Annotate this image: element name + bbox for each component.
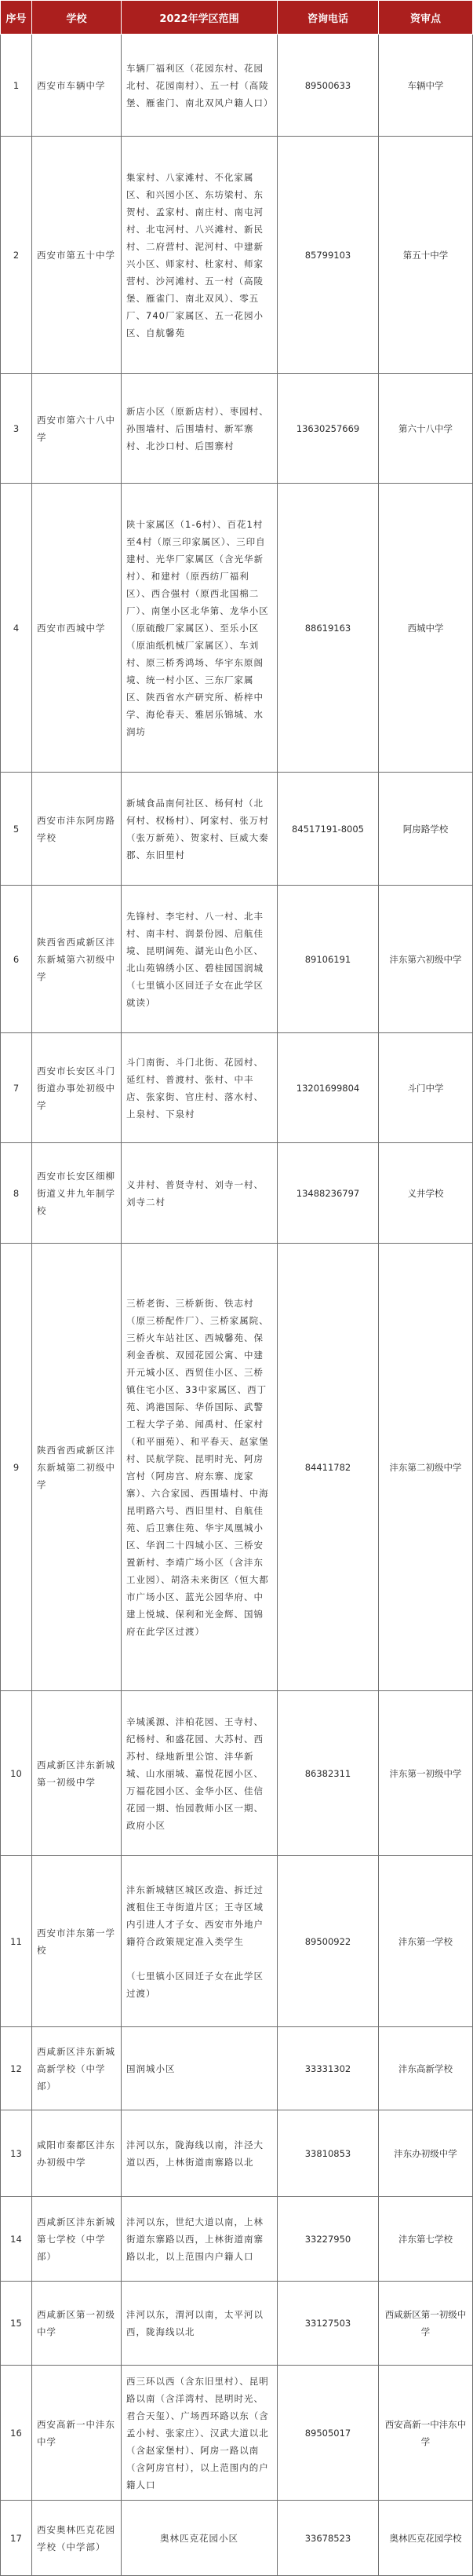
row-review: 西城中学 bbox=[379, 484, 473, 773]
row-range: 新店小区（原新店村）、枣园村、孙围墙村、后围墙村、新军寨村、北沙口村、后围寨村 bbox=[122, 374, 278, 484]
row-school: 西安市沣东阿房路学校 bbox=[32, 773, 122, 886]
row-no: 7 bbox=[1, 1033, 32, 1143]
row-school: 陕西省西咸新区沣东新城第二初级中学 bbox=[32, 1244, 122, 1691]
row-review: 奥林匹克花园学校 bbox=[379, 2501, 473, 2576]
row-school: 西安市车辆中学 bbox=[32, 35, 122, 137]
row-school: 西安市长安区斗门街道办事处初级中学 bbox=[32, 1033, 122, 1143]
header-review: 资审点 bbox=[379, 1, 473, 35]
table-header-row bbox=[1, 1, 473, 35]
table-row bbox=[1, 1244, 473, 1691]
row-no: 6 bbox=[1, 886, 32, 1033]
table-row bbox=[1, 2027, 473, 2110]
header-phone: 咨询电话 bbox=[278, 1, 379, 35]
row-no: 14 bbox=[1, 2197, 32, 2282]
table-row bbox=[1, 2282, 473, 2366]
row-school: 西安市第六十八中学 bbox=[32, 374, 122, 484]
row-range: 奥林匹克花园小区 bbox=[122, 2501, 278, 2576]
row-range: 义井村、普贤寺村、刘寺一村、刘寺二村 bbox=[122, 1143, 278, 1244]
row-no: 1 bbox=[1, 35, 32, 137]
row-phone: 33331302 bbox=[278, 2027, 379, 2110]
row-phone: 85799103 bbox=[278, 137, 379, 374]
row-phone: 88619163 bbox=[278, 484, 379, 773]
row-range: 车辆厂福利区（花园东村、花园北村、花园南村）、五一村（高陵堡、雁雀门、南北双风户籍人口） bbox=[122, 35, 278, 137]
table-row bbox=[1, 2110, 473, 2197]
row-phone: 89106191 bbox=[278, 886, 379, 1033]
table-row bbox=[1, 773, 473, 886]
row-review: 沣东第六初级中学 bbox=[379, 886, 473, 1033]
row-school: 西安市第五十中学 bbox=[32, 137, 122, 374]
table-row bbox=[1, 374, 473, 484]
row-review: 车辆中学 bbox=[379, 35, 473, 137]
row-school: 西安市西城中学 bbox=[32, 484, 122, 773]
row-phone: 89500633 bbox=[278, 35, 379, 137]
table-row bbox=[1, 1033, 473, 1143]
row-no: 11 bbox=[1, 1856, 32, 2027]
table-row bbox=[1, 1143, 473, 1244]
row-range: 沣河以东，渭河以南，太平河以西，陇海线以北 bbox=[122, 2282, 278, 2366]
row-range: 集家村、八家滩村、不化家属区、和兴园小区、东坊梁村、东贺村、孟家村、南庄村、南屯河村、北屯河村、八兴滩村、新民村、二府营村、泥河村、中建新兴小区、师家村、杜家村、师家营村、沙河滩村、五一村（高陵堡、雁雀门、南北双风）、零五厂、740厂家属区、五一花园小区、自航馨苑 bbox=[122, 137, 278, 374]
table-row bbox=[1, 886, 473, 1033]
row-school: 咸阳市秦都区沣东办初级中学 bbox=[32, 2110, 122, 2197]
row-no: 8 bbox=[1, 1143, 32, 1244]
row-school: 西咸新区沣东新城第七学校（中学部） bbox=[32, 2197, 122, 2282]
row-phone: 89505017 bbox=[278, 2366, 379, 2501]
header-school: 学校 bbox=[32, 1, 122, 35]
row-review: 沣东办初级中学 bbox=[379, 2110, 473, 2197]
row-no: 16 bbox=[1, 2366, 32, 2501]
row-range: 西三环以西（含东旧里村）、昆明路以南（含洋湾村、昆明时光、君合天玺）、广场西环路以东（含孟小村、张家庄）、汉武大道以北（含赵家堡村）、阿房一路以南（含阿房官村），以上范围内的户籍人口 bbox=[122, 2366, 278, 2501]
row-phone: 89500922 bbox=[278, 1856, 379, 2027]
row-review: 第六十八中学 bbox=[379, 374, 473, 484]
row-range: 先锋村、李宅村、八一村、北丰村、南丰村、润景份园、启航佳境、昆明阔苑、湖光山色小区、北山苑锦绣小区、碧桂园国润城（七里镇小区回迁子女在此学区就读） bbox=[122, 886, 278, 1033]
row-phone: 33810853 bbox=[278, 2110, 379, 2197]
row-phone: 33127503 bbox=[278, 2282, 379, 2366]
row-school: 陕西省西咸新区沣东新城第六初级中学 bbox=[32, 886, 122, 1033]
row-range: 斗门南街、斗门北街、花园村、延红村、普渡村、张村、中丰店、张家街、官庄村、落水村、上泉村、下泉村 bbox=[122, 1033, 278, 1143]
table-row bbox=[1, 2501, 473, 2576]
row-range: 陕十家属区（1-6村）、百花1村至4村（原三印家属区）、三印自建村、光华厂家属区（含光华新村）、和建村（原西纺厂福利区）、西合强村（原西北国棉二厂）、南堡小区北华第、龙华小区（原硫酸厂家属区）、至乐小区（原油纸机械厂家属区）、车刘村、原三桥秀鸿场、华宇东原阁境、统一村小区、三东厂家属区、陕西省水产研究所、桥梓中学、海伦春天、雅居乐锦城、水润坊 bbox=[122, 484, 278, 773]
row-range: 沣河以东，世纪大道以南，上林街道东寨路以西，上林街道南寨路以北，以上范围内户籍人口 bbox=[122, 2197, 278, 2282]
row-phone: 84411782 bbox=[278, 1244, 379, 1691]
row-phone: 33678523 bbox=[278, 2501, 379, 2576]
row-no: 4 bbox=[1, 484, 32, 773]
row-phone: 84517191-8005 bbox=[278, 773, 379, 886]
row-review: 西咸新区第一初级中学 bbox=[379, 2282, 473, 2366]
row-no: 13 bbox=[1, 2110, 32, 2197]
header-no: 序号 bbox=[1, 1, 32, 35]
row-phone: 33227950 bbox=[278, 2197, 379, 2282]
row-review: 义井学校 bbox=[379, 1143, 473, 1244]
row-review: 沣东第一初级中学 bbox=[379, 1691, 473, 1856]
table-row bbox=[1, 1691, 473, 1856]
row-range: 沣河以东，陇海线以南，沣泾大道以西，上林街道南寨路以北 bbox=[122, 2110, 278, 2197]
row-no: 10 bbox=[1, 1691, 32, 1856]
row-school: 西安奥林匹克花园学校（中学部） bbox=[32, 2501, 122, 2576]
row-no: 9 bbox=[1, 1244, 32, 1691]
row-school: 西安高新一中沣东中学 bbox=[32, 2366, 122, 2501]
table-row bbox=[1, 35, 473, 137]
row-range bbox=[122, 1856, 278, 2027]
row-phone: 13201699804 bbox=[278, 1033, 379, 1143]
row-review: 沣东高新学校 bbox=[379, 2027, 473, 2110]
row-review: 沣东第一学校 bbox=[379, 1856, 473, 2027]
row-school: 西咸新区沣东新城第一初级中学 bbox=[32, 1691, 122, 1856]
row-range-note: （七里镇小区回迁子女在此学区过渡） bbox=[126, 1970, 264, 1999]
row-no: 3 bbox=[1, 374, 32, 484]
row-no: 12 bbox=[1, 2027, 32, 2110]
table-row bbox=[1, 1856, 473, 2027]
row-school: 西安市长安区细柳街道义井九年制学校 bbox=[32, 1143, 122, 1244]
row-school: 西咸新区第一初级中学 bbox=[32, 2282, 122, 2366]
row-review: 阿房路学校 bbox=[379, 773, 473, 886]
row-review: 沣东第二初级中学 bbox=[379, 1244, 473, 1691]
table-row bbox=[1, 137, 473, 374]
row-review: 斗门中学 bbox=[379, 1033, 473, 1143]
row-school: 西咸新区沣东新城高新学校（中学部） bbox=[32, 2027, 122, 2110]
row-review: 第五十中学 bbox=[379, 137, 473, 374]
row-no: 5 bbox=[1, 773, 32, 886]
row-range: 国润城小区 bbox=[122, 2027, 278, 2110]
header-range: 2022年学区范围 bbox=[122, 1, 278, 35]
row-range: 辛城溪源、沣柏花园、王寺村、纪杨村、和盛花园、大苏村、西苏村、绿地新里公馆、沣华新城、山水丽城、嘉悦花园小区、万福花园小区、金华小区、佳信花园一期、怡园教师小区一期、政府小区 bbox=[122, 1691, 278, 1856]
row-review: 西安高新一中沣东中学 bbox=[379, 2366, 473, 2501]
row-phone: 13630257669 bbox=[278, 374, 379, 484]
table-row bbox=[1, 2366, 473, 2501]
row-no: 15 bbox=[1, 2282, 32, 2366]
row-range-main: 沣东新城辖区城区改造、拆迁过渡租住王寺街道片区；王寺区域内引进人才子女、西安市外地户籍符合政策规定准入类学生 bbox=[126, 1884, 264, 1947]
row-no: 2 bbox=[1, 137, 32, 374]
row-range: 三桥老街、三桥新街、铁志村（原三桥配件厂）、三桥家属院、三桥火车站社区、西城馨苑、保利金香槟、双园花园公寓、中建开元城小区、西贸佳小区、三桥镇住宅小区、33中家属区、西丁苑、鸿港国际、华侨国际、武警工程大学子弟、闻禹村、任家村（和平丽苑）、和平春天、赵家堡村、民航学院、昆明时光、阿房宫村（阿房宫、府东寨、庞家寨）、六合家园、西围墙村、中海昆明路六号、西旧里村、自航佳苑、后卫寨住苑、华宇凤凰城小区、华润二十四城小区、三桥安置新村、李靖广场小区（含沣东工业园）、胡洛未来街区（恒大都市广场小区、蓝光公园华府、中建上悦城、保利和光金辉、国锦府在此学区过渡） bbox=[122, 1244, 278, 1691]
row-no: 17 bbox=[1, 2501, 32, 2576]
row-school: 西安市沣东第一学校 bbox=[32, 1856, 122, 2027]
row-review: 沣东第七学校 bbox=[379, 2197, 473, 2282]
table-row bbox=[1, 484, 473, 773]
row-phone: 13488236797 bbox=[278, 1143, 379, 1244]
row-phone: 86382311 bbox=[278, 1691, 379, 1856]
table-row bbox=[1, 2197, 473, 2282]
row-range: 新城食品南何社区、杨何村（北何村、权杨村）、阿家村、张万村（张万新苑）、贺家村、巨威大秦郡、东旧里村 bbox=[122, 773, 278, 886]
